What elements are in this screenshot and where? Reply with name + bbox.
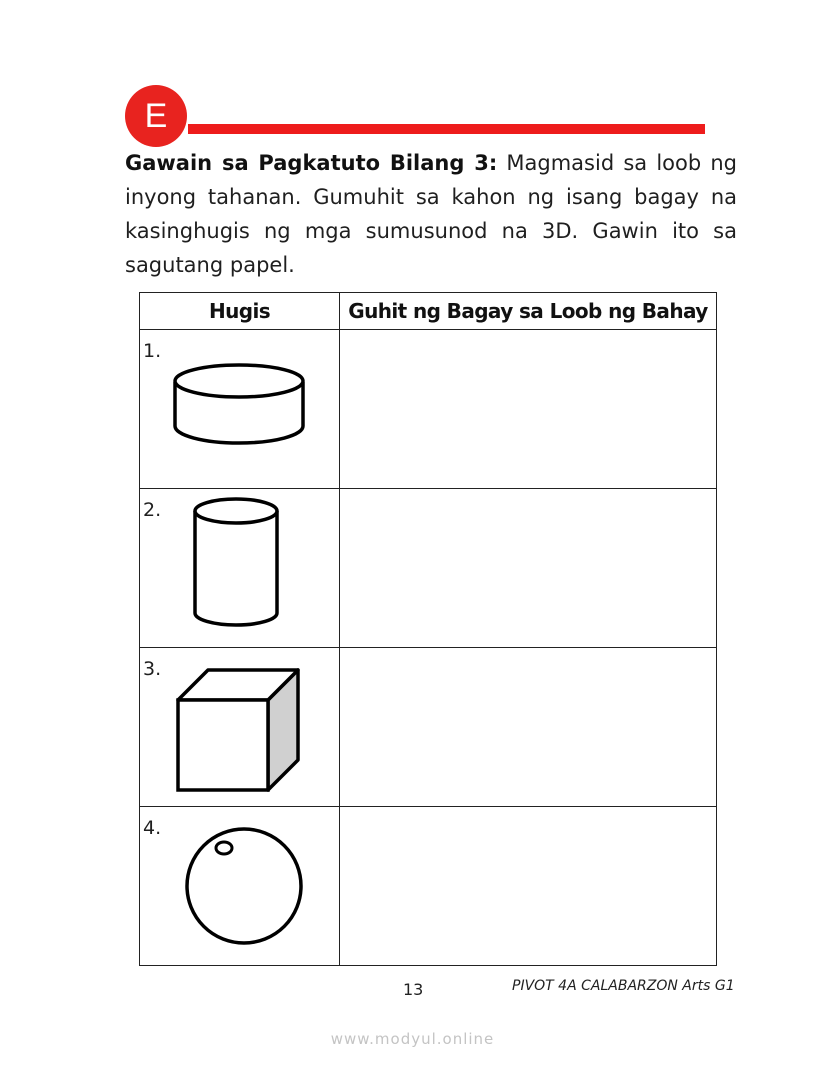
activity-table <box>139 292 717 966</box>
table-row <box>140 807 717 966</box>
tall-cylinder-icon <box>140 489 338 647</box>
row-number: 1. <box>143 340 162 362</box>
activity-title: Gawain sa Pagkatuto Bilang 3: <box>125 151 498 175</box>
activity-directions: Magmasid sa loob ng inyong tahanan. Gumuhit sa kahon ng isang bagay na kasinghugis ng mga sumusunod na 3D. Gawin ito sa sagutang papel. <box>125 151 737 277</box>
shape-cell <box>140 807 340 966</box>
section-divider <box>188 124 705 134</box>
header-drawing: Guhit ng Bagay sa Loob ng Bahay <box>340 293 717 330</box>
shape-cell <box>140 330 340 489</box>
module-reference: PIVOT 4A CALABARZON Arts G1 <box>512 978 735 994</box>
row-number: 3. <box>143 658 162 680</box>
table-row <box>140 648 717 807</box>
row-number: 2. <box>143 499 162 521</box>
header-shape: Hugis <box>140 293 340 330</box>
drawing-cell[interactable] <box>340 330 717 489</box>
table-row <box>140 330 717 489</box>
sphere-icon <box>140 807 338 965</box>
cube-icon <box>140 648 338 806</box>
drawing-cell[interactable] <box>340 648 717 807</box>
watermark: www.modyul.online <box>330 1030 495 1048</box>
drawing-cell[interactable] <box>340 807 717 966</box>
row-number: 4. <box>143 817 162 839</box>
table-row <box>140 489 717 648</box>
shape-cell <box>140 648 340 807</box>
drawing-cell[interactable] <box>340 489 717 648</box>
page-number: 13 <box>403 980 424 999</box>
shape-cell <box>140 489 340 648</box>
short-cylinder-icon <box>140 330 338 488</box>
table-header-row <box>140 293 717 330</box>
activity-instruction <box>125 146 737 282</box>
section-badge: E <box>125 85 187 147</box>
